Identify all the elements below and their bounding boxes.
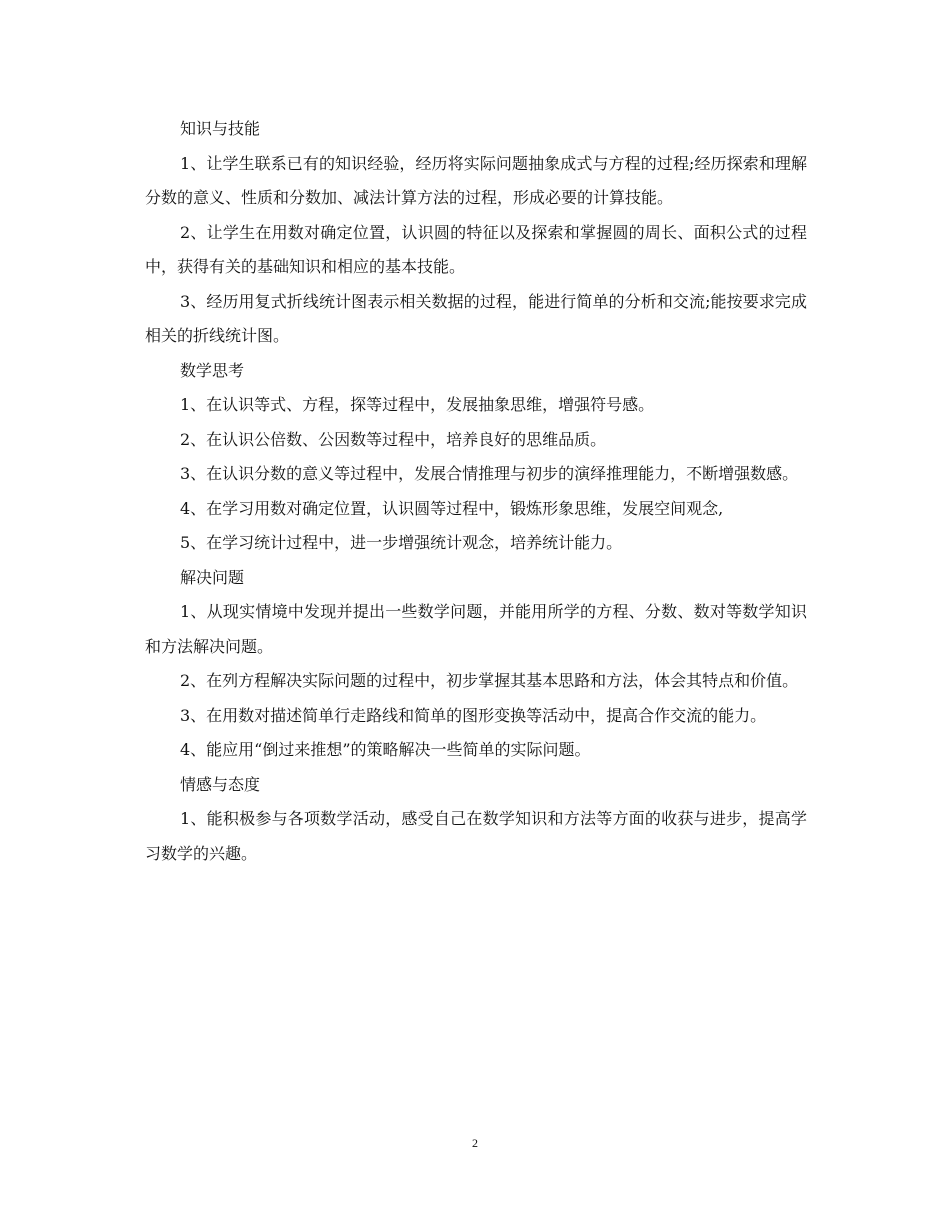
paragraph-knowledge-3: 3、经历用复式折线统计图表示相关数据的过程，能进行简单的分析和交流;能按要求完成相关的折线统计图。 [145,291,807,345]
paragraph-problem-1: 1、从现实情境中发现并提出一些数学问题，并能用所学的方程、分数、数对等数学知识和方法解决问题。 [145,602,807,656]
paragraph-thinking-4: 4、在学习用数对确定位置，认识圆等过程中，锻炼形象思维，发展空间观念, [180,498,724,518]
paragraph-attitude-1: 1、能积极参与各项数学活动，感受自己在数学知识和方法等方面的收获与进步，提高学习数学的兴趣。 [145,809,807,863]
paragraph-problem-2: 2、在列方程解决实际问题的过程中，初步掌握其基本思路和方法，体会其特点和价值。 [180,671,799,690]
section-heading-math-thinking: 数学思考 [180,360,245,380]
paragraph-thinking-1: 1、在认识等式、方程，探等过程中，发展抽象思维，增强符号感。 [180,395,655,414]
page-number: 2 [472,1136,478,1150]
paragraph-problem-4: 4、能应用“倒过来推想”的策略解决一些简单的实际问题。 [180,740,591,759]
paragraph-thinking-5: 5、在学习统计过程中，进一步增强统计观念，培养统计能力。 [180,533,623,552]
section-heading-problem-solving: 解决问题 [180,567,245,587]
paragraph-problem-3: 3、在用数对描述简单行走路线和简单的图形变换等活动中，提高合作交流的能力。 [180,705,767,725]
paragraph-thinking-3: 3、在认识分数的意义等过程中，发展合情推理与初步的演绎推理能力，不断增强数感。 [180,464,799,483]
section-heading-attitude: 情感与态度 [180,774,261,794]
section-heading-knowledge-skills: 知识与技能 [180,119,261,138]
paragraph-knowledge-2: 2、让学生在用数对确定位置，认识圆的特征以及探索和掌握圆的周长、面积公式的过程中，获得有关的基础知识和相应的基本技能。 [145,222,807,276]
paragraph-thinking-2: 2、在认识公倍数、公因数等过程中，培养良好的思维品质。 [180,429,607,449]
paragraph-knowledge-1: 1、让学生联系已有的知识经验，经历将实际问题抽象成式与方程的过程;经历探索和理解分数的意义、性质和分数加、减法计算方法的过程，形成必要的计算技能。 [145,153,807,207]
document-body [145,112,807,871]
